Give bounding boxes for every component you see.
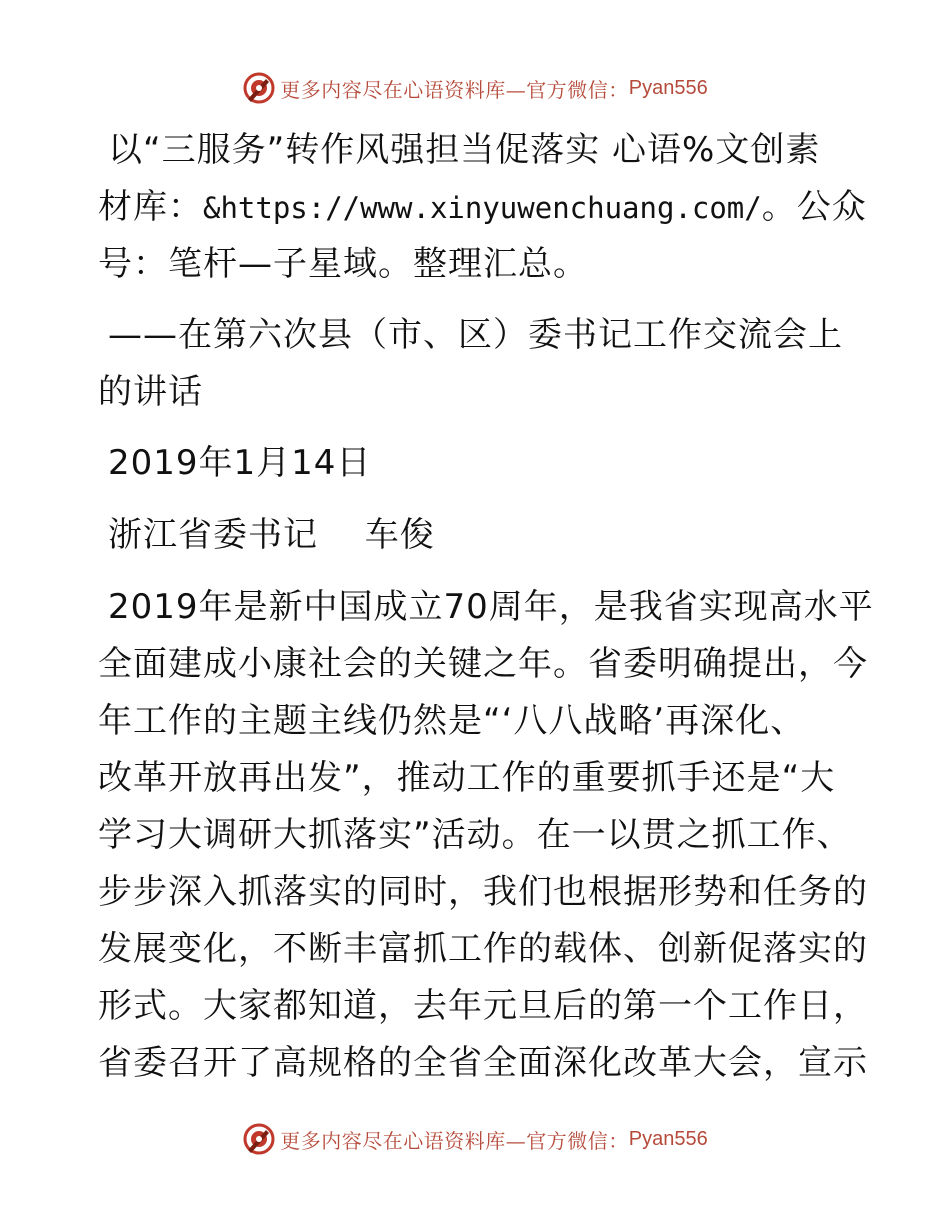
- paragraph-line: 2019年是新中国成立70周年，是我省实现高水平: [108, 587, 874, 627]
- paragraph-line: 发展变化，不断丰富抓工作的载体、创新促落实的: [98, 929, 868, 969]
- watermark-wechat-id: Pyan556: [628, 1127, 708, 1150]
- title-line-2-prefix: 材库：: [98, 187, 203, 227]
- pen-logo-icon: [242, 1122, 276, 1156]
- title-line-3: 号：笔杆—子星域。整理汇总。: [98, 244, 588, 284]
- paragraph-line: 省委召开了高规格的全省全面深化改革大会，宣示: [98, 1043, 868, 1083]
- pen-logo-icon: [242, 71, 276, 105]
- paragraph-line: 学习大调研大抓落实”活动。在一以贯之抓工作、: [98, 815, 852, 855]
- paragraph-line: 形式。大家都知道，去年元旦后的第一个工作日，: [98, 986, 868, 1026]
- source-url: &https://www.xinyuwenchuang.com/: [203, 191, 762, 225]
- paragraph-line: 年工作的主题主线仍然是“‘八八战略’再深化、: [98, 701, 806, 741]
- title-line-2: [98, 179, 867, 236]
- paragraph-line: 步步深入抓落实的同时，我们也根据形势和任务的: [98, 872, 868, 912]
- title-line-1: 以“三服务”转作风强担当促落实 心语%文创素: [108, 130, 821, 170]
- paragraph-line: 改革开放再出发”，推动工作的重要抓手还是“大: [98, 758, 836, 798]
- watermark-footer: [0, 1122, 950, 1156]
- watermark-wechat-id: Pyan556: [628, 76, 708, 99]
- speech-date: 2019年1月14日: [108, 443, 372, 483]
- watermark-text: 更多内容尽在心语资料库—官方微信：: [280, 77, 629, 102]
- watermark-text: 更多内容尽在心语资料库—官方微信：: [280, 1128, 629, 1153]
- subtitle-line-1: ——在第六次县（市、区）委书记工作交流会上: [108, 315, 843, 355]
- document-body: [98, 122, 874, 1092]
- paragraph: [98, 579, 874, 1092]
- watermark-header: [0, 71, 950, 105]
- subtitle-line-2: 的讲话: [98, 372, 203, 412]
- paragraph-line: 全面建成小康社会的关键之年。省委明确提出，今: [98, 644, 868, 684]
- speech-author: 浙江省委书记 车俊: [108, 515, 435, 555]
- title-line-2-suffix: 。公众: [761, 187, 867, 227]
